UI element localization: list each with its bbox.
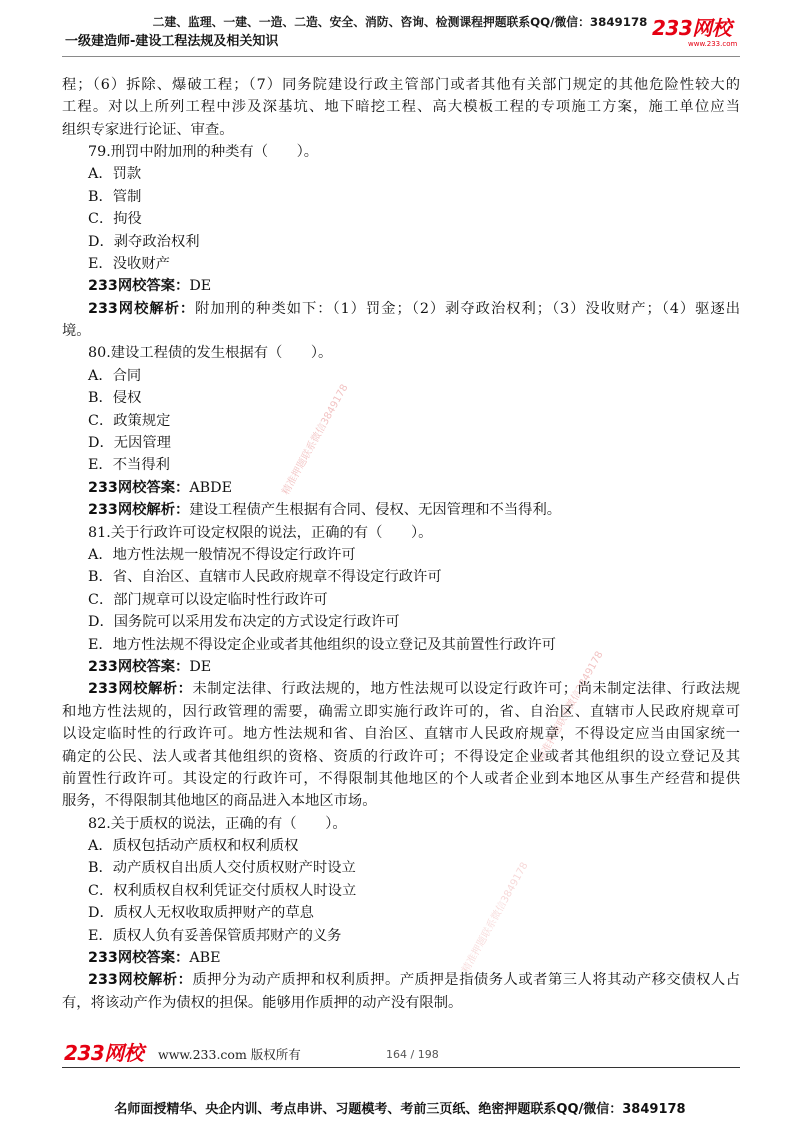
footer-contact-text: 名师面授精华、央企内训、考点串讲、习题模考、考前三页纸、绝密押题联系QQ/微信：3849178	[114, 1102, 686, 1117]
question-stem: 79.刑罚中附加刑的种类有（ ）。	[88, 143, 319, 160]
page-content	[62, 74, 740, 1014]
answer-line	[62, 275, 740, 297]
option-item: A．质权包括动产质权和权利质权	[88, 838, 299, 855]
footer-brand-logo: 233网校	[64, 1041, 144, 1065]
option-item: A．地方性法规一般情况不得设定行政许可	[88, 547, 356, 563]
answer-line	[62, 947, 740, 969]
analysis-text: 附加刑的种类如下：（1）罚金；（2）剥夺政治权利；（3）没收财产；（4）驱逐出	[195, 300, 741, 317]
watermark: 精准押题联系微信3849178	[280, 382, 351, 497]
question-79	[62, 141, 740, 343]
analysis-line: 服务，不得限制其他地区的商品进入本地区市场。	[62, 793, 377, 810]
brand-logo-url: www.233.com	[688, 40, 738, 48]
analysis-line: 以设定临时性的行政许可。地方性法规和省、自治区、直辖市人民政府规章，不得设定应当由国家统一	[62, 726, 740, 743]
option-item: B．省、自治区、直辖市人民政府规章不得设定行政许可	[88, 569, 442, 586]
header-rule	[62, 56, 740, 57]
analysis-line	[62, 969, 740, 991]
brand-logo: 233网校	[652, 16, 732, 40]
option-item: B．动产质权自出质人交付质权财产时设立	[88, 860, 356, 877]
question-stem: 82.关于质权的说法，正确的有（ ）。	[88, 815, 347, 832]
question-stem: 80.建设工程债的发生根据有（ ）。	[88, 345, 333, 362]
question-81	[62, 522, 740, 813]
question-stem: 81.关于行政许可设定权限的说法，正确的有（ ）。	[88, 524, 433, 541]
intro-line: 工程。对以上所列工程中涉及深基坑、地下暗挖工程、高大模板工程的专项施工方案，施工单位应当	[62, 99, 740, 116]
option-item: D．剥夺政治权利	[88, 233, 200, 250]
option-item: E．没收财产	[88, 255, 170, 272]
footer-rule	[62, 1067, 740, 1068]
header-contact-text: 二建、监理、一建、一造、二造、安全、消防、咨询、检测课程押题联系QQ/微信：3849178	[152, 15, 648, 29]
answer-line	[62, 656, 740, 678]
answer-label: 233网校答案：	[88, 278, 190, 295]
page-number: 164 / 198	[386, 1048, 439, 1061]
option-item: B．管制	[88, 188, 142, 205]
answer-value: ABE	[189, 950, 221, 967]
analysis-line: 确定的公民、法人或者其他组织的资格、资质的行政许可；不得设定企业或者其他组织的设立登记及其	[62, 748, 740, 765]
option-item: C．拘役	[88, 211, 142, 228]
analysis-label: 233网校解析：	[88, 681, 193, 698]
answer-label: 233网校答案：	[88, 479, 190, 496]
intro-line: 程；（6）拆除、爆破工程；（7）同务院建设行政主管部门或者其他有关部门规定的其他危险性较大的	[62, 76, 740, 93]
watermark: 精准押题联系微信3849178	[460, 860, 531, 975]
analysis-line: 和地方性法规的，因行政管理的需要，确需立即实施行政许可的，省、自治区、直辖市人民政府规章可	[62, 703, 740, 720]
analysis-line: 前置性行政许可。其设定的行政许可，不得限制其他地区的个人或者企业到本地区从事生产经营和提供	[62, 770, 740, 787]
watermark: 精准押题联系微信3849178	[535, 649, 606, 764]
footer-copyright: www.233.com 版权所有	[158, 1047, 301, 1062]
option-item: A．罚款	[88, 166, 142, 183]
analysis-line: 有，将该动产作为债权的担保。能够用作质押的动产没有限制。	[62, 994, 463, 1011]
answer-label: 233网校答案：	[88, 658, 190, 675]
option-item: C．政策规定	[88, 412, 171, 429]
analysis-text: 建设工程债产生根据有合同、侵权、无因管理和不当得利。	[189, 502, 562, 519]
analysis-label: 233网校解析：	[88, 972, 193, 989]
option-item: C．权利质权自权利凭证交付质权人时设立	[88, 882, 357, 899]
analysis-label: 233网校解析：	[88, 300, 196, 317]
answer-line	[62, 477, 740, 499]
option-item: B．侵权	[88, 390, 142, 407]
analysis-text: 质押分为动产质押和权利质押。产质押是指债务人或者第三人将其动产移交债权人占	[192, 972, 741, 989]
header-subject: 一级建造师-建设工程法规及相关知识	[65, 34, 279, 49]
intro-line: 组织专家进行论证、审查。	[62, 121, 234, 138]
answer-value: DE	[189, 278, 212, 295]
option-item: E．不当得利	[88, 457, 170, 474]
analysis-line	[62, 499, 740, 521]
option-item: E．地方性法规不得设定企业或者其他组织的设立登记及其前置性行政许可	[88, 636, 556, 653]
analysis-text: 未制定法律、行政法规的，地方性法规可以设定行政许可；尚未制定法律、行政法规	[192, 681, 741, 698]
question-82	[62, 813, 740, 1015]
analysis-label: 233网校解析：	[88, 502, 190, 519]
analysis-line	[62, 678, 740, 700]
analysis-line	[62, 298, 740, 320]
analysis-line: 境。	[62, 323, 91, 340]
answer-value: ABDE	[189, 479, 233, 496]
option-item: D．国务院可以采用发布决定的方式设定行政许可	[88, 614, 400, 631]
option-item: C．部门规章可以设定临时性行政许可	[88, 591, 328, 608]
question-80	[62, 342, 740, 521]
option-item: D．无因管理	[88, 435, 171, 452]
answer-label: 233网校答案：	[88, 950, 190, 967]
answer-value: DE	[189, 658, 212, 675]
option-item: E．质权人负有妥善保管质邦财产的义务	[88, 927, 342, 944]
option-item: A．合同	[88, 367, 142, 384]
option-item: D．质权人无权收取质押财产的草息	[88, 905, 314, 922]
